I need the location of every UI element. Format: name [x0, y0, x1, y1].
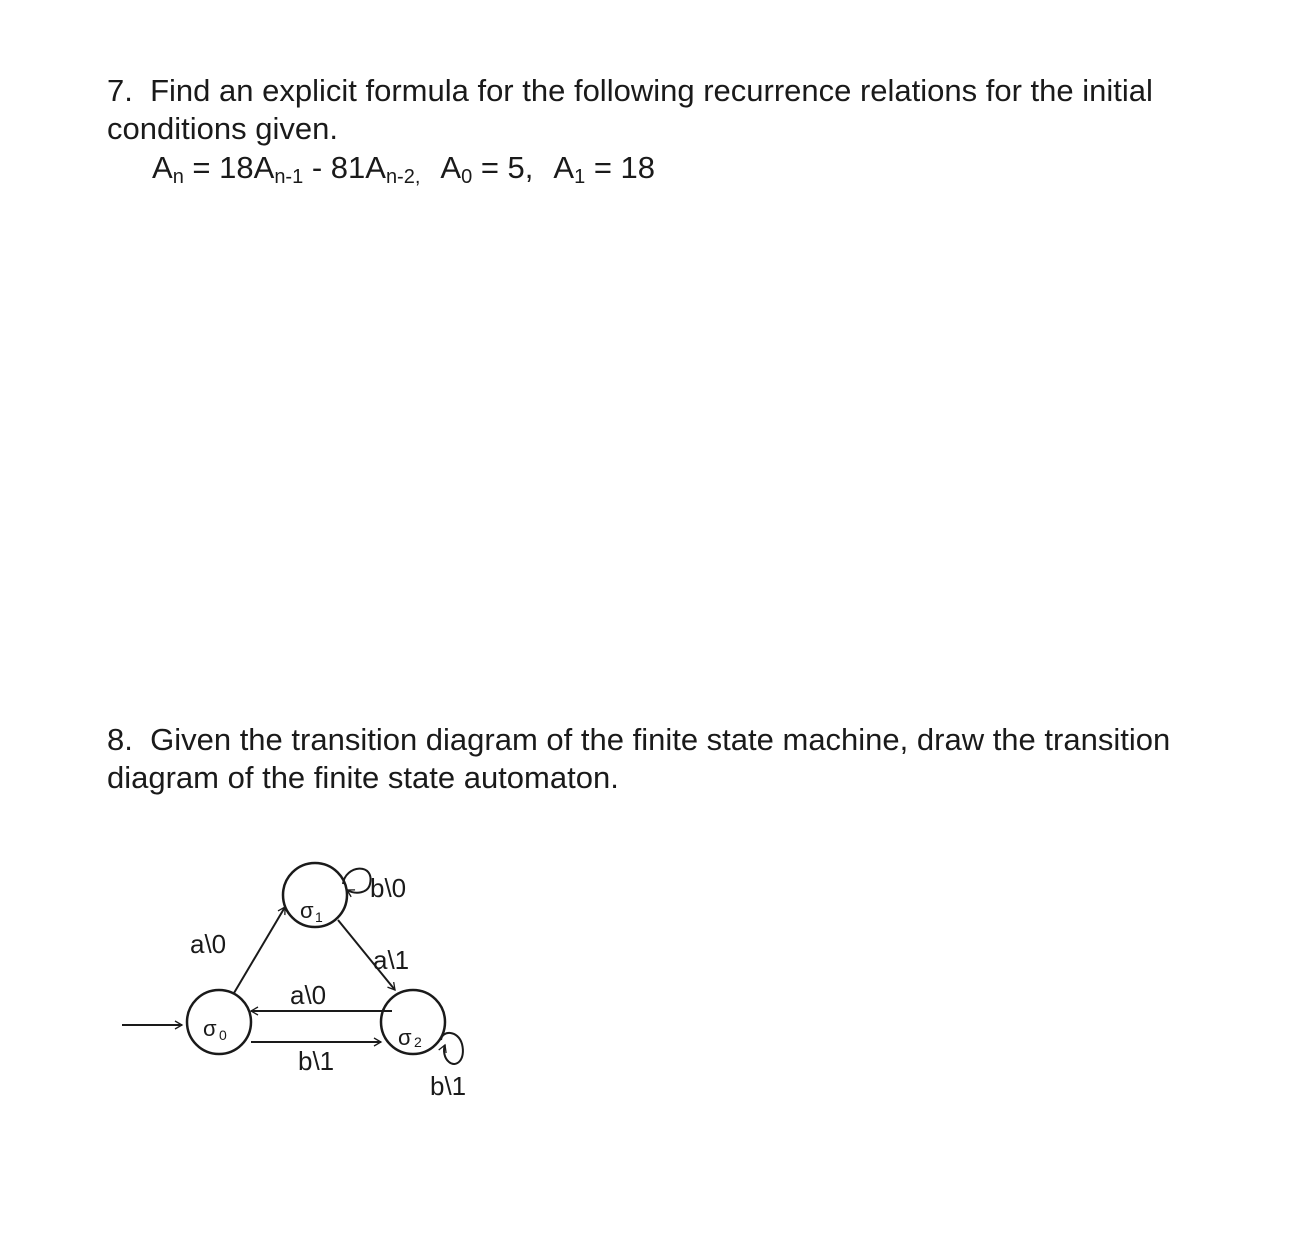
initial-a1: A — [553, 150, 575, 185]
loop-s2 — [441, 1033, 463, 1064]
formula-sub-n-1: n-1 — [274, 166, 304, 188]
state-2-label: σ — [398, 1025, 412, 1050]
state-sigma-0 — [187, 990, 251, 1054]
initial-sub-0: 0 — [461, 166, 473, 188]
question-7-text: Find an explicit formula for the following recurrence relations for the initial conditions given. — [107, 73, 1153, 146]
initial-sub-1: 1 — [574, 166, 586, 188]
state-1-sub: 1 — [315, 909, 323, 925]
question-8-text: Given the transition diagram of the finite state machine, draw the transition diagram of the finite state automaton. — [107, 722, 1171, 795]
formula-term-1: = 18A — [183, 150, 275, 185]
initial-a1-value: = 18 — [585, 150, 656, 185]
initial-a0-value: = 5, — [472, 150, 534, 185]
edge-s0-to-s1 — [234, 907, 285, 993]
formula-a-n: A — [152, 150, 173, 185]
question-8-number: 8. — [107, 722, 133, 757]
label-s1-loop: b\0 — [370, 873, 407, 903]
label-s2-to-s0: a\0 — [290, 980, 327, 1010]
state-sigma-2 — [381, 990, 445, 1054]
label-s2-loop: b\1 — [430, 1071, 467, 1101]
state-1-label: σ — [300, 898, 314, 923]
initial-a0: A — [440, 150, 462, 185]
formula-sub-n: n — [172, 166, 184, 188]
label-s0-to-s1: a\0 — [190, 929, 227, 959]
state-0-sub: 0 — [219, 1027, 227, 1043]
state-2-sub: 2 — [414, 1034, 422, 1050]
question-7-number: 7. — [107, 73, 133, 108]
state-sigma-1 — [283, 863, 347, 927]
label-s1-to-s2: a\1 — [373, 945, 410, 975]
formula-sub-n-2: n-2, — [385, 166, 421, 188]
state-0-label: σ — [203, 1016, 217, 1041]
label-s0-to-s2: b\1 — [298, 1046, 335, 1076]
formula-term-2: - 81A — [303, 150, 386, 185]
